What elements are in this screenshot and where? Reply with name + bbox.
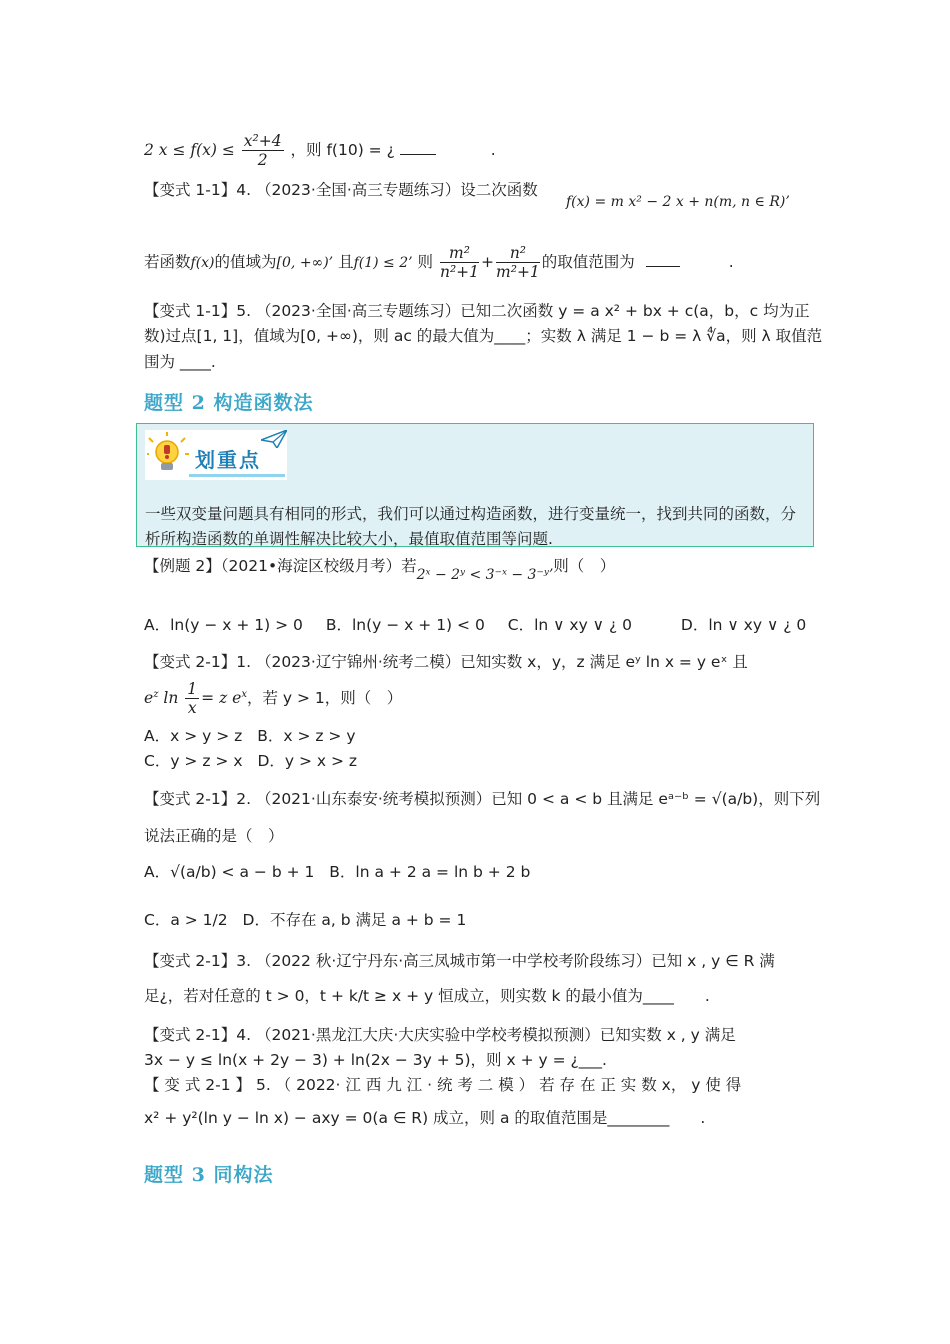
question-v11-5-end: 围为 ____. [144,353,216,371]
answer-blank[interactable] [400,154,436,155]
question-v21-1-options-ab [144,726,356,746]
option-a[interactable]: A．√(a/b) < a − b + 1 [144,863,315,881]
fraction: $\frac{\text{x²+4}}{2}$ [243,132,282,169]
question-v21-3-cont: 足¿，若对任意的 t > 0，t + k/t ≥ x + y 恒成立，则实数 k 的最小值为____ . [144,987,710,1005]
example-2-options [144,615,806,635]
option-b[interactable]: B．x > z > y [257,727,356,745]
option-a[interactable]: A．x > y > z [144,727,243,745]
fraction: $\frac{1}{x}$ [187,680,198,717]
math-function-def: f(x) = m x² − 2 x + n(m, n ∈ R)’ [566,194,790,210]
option-d[interactable]: D．y > x > z [257,752,358,770]
question-v11-4: 【变式 1-1】4. （2023·全国·高三专题练习）设二次函数 [144,181,538,199]
option-b[interactable]: B．ln(y − x + 1) < 0 [325,616,485,634]
badge-underline [189,474,285,477]
question-v21-1-options-cd [144,751,357,771]
option-c[interactable]: C．a > 1/2 [144,911,228,929]
option-d[interactable]: D．不存在 a, b 满足 a + b = 1 [242,911,467,929]
option-b[interactable]: B．ln a + 2 a = ln b + 2 b [329,863,531,881]
question-v11-5: 【变式 1-1】5. （2023·全国·高三专题练习）已知二次函数 y = a x² + bx + c(a，b，c 均为正 [144,302,810,320]
option-c[interactable]: C．y > z > x [144,752,243,770]
callout-text: 一些双变量问题具有相同的形式，我们可以通过构造函数，进行变量统一，找到共同的函数，分析所构造函数的单调性解决比较大小，最值取值范围等问题. [145,505,797,548]
question-v11-4-cont: 若函数f(x)的值域为[0, +∞)’ 且f(1) ≤ 2’ 则 $\frac{\text{m²}}{\text{n²+1}}$ + $\frac{\text{n²}}{\text{m²+1}}$ 的取值范围为 . [144,244,734,281]
question-v21-2-options-ab [144,862,530,882]
math-inequality: 2 x ≤ f(x) ≤ [144,141,235,159]
fraction: $\frac{\text{n²}}{\text{m²+1}}$ [496,244,540,281]
option-a[interactable]: A．ln(y − x + 1) > 0 [144,616,303,634]
question-v21-4: 【变式 2-1】4. （2021·黑龙江大庆·大庆实验中学校考模拟预测）已知实数 x , y 满足 [144,1026,736,1044]
answer-blank[interactable] [646,266,680,267]
section-heading-3: 题型 3 同构法 [144,1164,274,1186]
section-heading-2: 题型 2 构造函数法 [144,392,314,414]
fraction: $\frac{\text{m²}}{\text{n²+1}}$ [439,244,480,281]
carryover-line: 2 x ≤ f(x) ≤ $\frac{\text{x²+4}}{2}$ ，则 f(10) = ¿ . [144,132,496,169]
question-text: ，则 f(10) = ¿ [290,141,395,159]
question-v21-3: 【变式 2-1】3. （2022 秋·辽宁丹东·高三凤城市第一中学校考阶段练习）已知 x , y ∈ R 满 [144,952,775,970]
question-v21-5: 【 变 式 2-1 】 5. （ 2022· 江 西 九 江 · 统 考 二 模 ） 若 存 在 正 实 数 x， y 使 得 [144,1076,742,1094]
question-v21-1-cont: $e^z$ ln $\frac{1}{x}$ = z $e^x$，若 y > 1，则（ ） [144,680,403,717]
question-v21-2: 【变式 2-1】2. （2021·山东泰安·统考模拟预测）已知 0 < a < b 且满足 eᵃ⁻ᵇ = √(a/b)，则下列 [144,790,821,808]
key-point-callout [136,423,814,547]
key-point-badge [145,430,287,480]
option-d[interactable]: D．ln ∨ xy ∨ ¿ 0 [680,616,807,634]
example-2: 【例题 2】（2021•海淀区校级月考）若2ˣ − 2ʸ < 3⁻ˣ − 3⁻ʸ’则（ ） [144,557,616,583]
paper-plane-icon [261,430,287,448]
question-v21-1: 【变式 2-1】1. （2023·辽宁锦州·统考二模）已知实数 x，y，z 满足 eʸ ln x = y eˣ 且 [144,653,748,671]
question-v21-2-cont: 说法正确的是（ ） [144,827,284,845]
badge-label: 划重点 [195,448,261,472]
option-c[interactable]: C．ln ∨ xy ∨ ¿ 0 [507,616,632,634]
question-v21-2-options-cd [144,910,466,930]
question-v21-4-cont: 3x − y ≤ ln(x + 2y − 3) + ln(2x − 3y + 5)，则 x + y = ¿___. [144,1051,607,1069]
lightbulb-icon [147,432,191,478]
question-v21-5-cont: x² + y²(ln y − ln x) − axy = 0(a ∈ R) 成立，则 a 的取值范围是________ . [144,1109,706,1127]
question-v11-5-cont: 数)过点[1, 1]，值域为[0, +∞)，则 ac 的最大值为____；实数 λ 满足 1 − b = λ ∜a，则 λ 取值范 [144,327,823,345]
